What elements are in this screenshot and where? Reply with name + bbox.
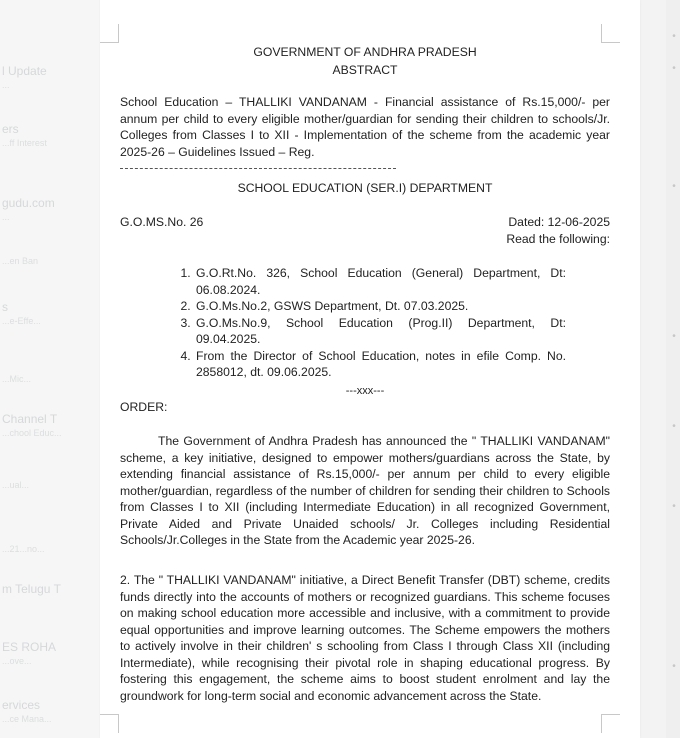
separator-xxx: ---xxx--- bbox=[345, 385, 385, 397]
subject-text: School Education – THALLIKI VANDANAM - Financial assistance of Rs.15,000/- per annum per child to every eligible mother/guardian for sending their children to schools/Jr. Colleges from Classes I to XII - Implementation of the scheme from the academic year 2025-26 – Guidelines Issued – Reg. bbox=[120, 95, 610, 159]
scrollbar-track[interactable] bbox=[666, 0, 680, 738]
background-item-sub: ... bbox=[2, 212, 10, 222]
background-item bbox=[2, 582, 100, 598]
background-item-title: l Update bbox=[2, 64, 47, 78]
background-item-sub: ...ove... bbox=[2, 656, 32, 666]
order-label: ORDER: bbox=[120, 400, 168, 414]
scroll-marker: • bbox=[672, 63, 676, 74]
background-item-title: Channel T bbox=[2, 412, 58, 426]
reference-item: 2. G.O.Ms.No.2, GSWS Department, Dt. 07.03.2025. bbox=[194, 298, 566, 315]
background-item bbox=[2, 698, 100, 724]
scroll-marker: • bbox=[672, 331, 676, 342]
background-item bbox=[2, 372, 100, 384]
page-corner-mark bbox=[100, 24, 119, 43]
scroll-marker: • bbox=[672, 501, 676, 512]
scroll-marker: • bbox=[672, 181, 676, 192]
background-item-title: gudu.com bbox=[2, 196, 55, 210]
background-item-sub: ... bbox=[2, 80, 10, 90]
scroll-marker: • bbox=[672, 421, 676, 432]
background-item bbox=[2, 64, 100, 90]
page-corner-mark bbox=[601, 24, 620, 43]
background-item-sub: ...21...no... bbox=[2, 544, 45, 554]
background-item-sub: ...ual... bbox=[2, 480, 30, 490]
read-following: Read the following: bbox=[506, 232, 610, 246]
dashed-divider bbox=[120, 168, 396, 169]
page-corner-mark bbox=[601, 714, 620, 733]
references-list bbox=[174, 265, 566, 381]
department-heading: SCHOOL EDUCATION (SER.I) DEPARTMENT bbox=[237, 181, 493, 195]
reference-item: 1. G.O.Rt.No. 326, School Education (General) Department, Dt: 06.08.2024. bbox=[194, 265, 566, 298]
order-paragraph-1: The Government of Andhra Pradesh has announced the " THALLIKI VANDANAM" scheme, a key initiative, designed to empower mothers/guardians across the State, by extending financial assistance of Rs.15,000/- per annum per child to every eligible mother/guardian, regardless of the number of children for sending their children to Schools from Classes I to XII (including Intermediate Education) in all recognized Government, Private Aided and Private Unaided schools/ Jr. Colleges including Residential Schools/Jr.Colleges in the State from the Academic year 2025-26. bbox=[120, 434, 610, 547]
background-item-sub: ...Mic... bbox=[2, 374, 31, 384]
background-item-title: ES ROHA bbox=[2, 640, 57, 654]
background-item bbox=[2, 196, 100, 222]
scroll-marker: • bbox=[672, 31, 676, 42]
background-item bbox=[2, 478, 100, 490]
go-number: G.O.MS.No. 26 bbox=[120, 215, 204, 229]
background-item-title: s bbox=[2, 300, 8, 314]
background-item-sub: ...ce Mana... bbox=[2, 714, 52, 724]
background-item bbox=[2, 254, 100, 266]
reference-item: 3. G.O.Ms.No.9, School Education (Prog.II) Department, Dt: 09.04.2025. bbox=[194, 315, 566, 348]
government-title: GOVERNMENT OF ANDHRA PRADESH bbox=[253, 45, 477, 59]
background-item-title: ers bbox=[2, 122, 19, 136]
background-item bbox=[2, 412, 100, 438]
background-item-sub: ...e-Effe... bbox=[2, 316, 41, 326]
background-item bbox=[2, 300, 100, 326]
dated-text: Dated: 12-06-2025 bbox=[508, 215, 610, 229]
page-corner-mark bbox=[100, 714, 119, 733]
background-item-title: m Telugu T bbox=[2, 582, 61, 596]
background-item-sub: ...en Ban bbox=[2, 256, 39, 266]
order-paragraph-2: 2. The " THALLIKI VANDANAM" initiative, a Direct Benefit Transfer (DBT) scheme, credits funds directly into the accounts of mothers or recognized guardians. This scheme focuses on making school education more accessible and inclusive, with a commitment to provide equal opportunities and improve learning outcomes. The Scheme empowers the mothers to actively involve in their children' s schooling from Class I through Class XII (including Intermediate), while recognising their pivotal role in shaping educational progress. By fostering this engagement, the scheme aims to boost student enrolment and lay the groundwork for long-term social and economic advancement across the State. bbox=[120, 573, 610, 703]
background-sidebar bbox=[0, 0, 100, 738]
document-page bbox=[100, 0, 640, 738]
background-item bbox=[2, 122, 100, 148]
background-item bbox=[2, 640, 100, 666]
scroll-marker: • bbox=[672, 661, 676, 672]
background-item bbox=[2, 542, 100, 554]
background-item-title: ervices bbox=[2, 698, 41, 712]
reference-item: 4. From the Director of School Education, notes in efile Comp. No. 2858012, dt. 09.06.2025. bbox=[194, 348, 566, 381]
abstract-heading: ABSTRACT bbox=[332, 63, 398, 77]
background-item-sub: ...chool Educ... bbox=[2, 428, 62, 438]
background-item-sub: ...ff Interest bbox=[2, 138, 47, 148]
